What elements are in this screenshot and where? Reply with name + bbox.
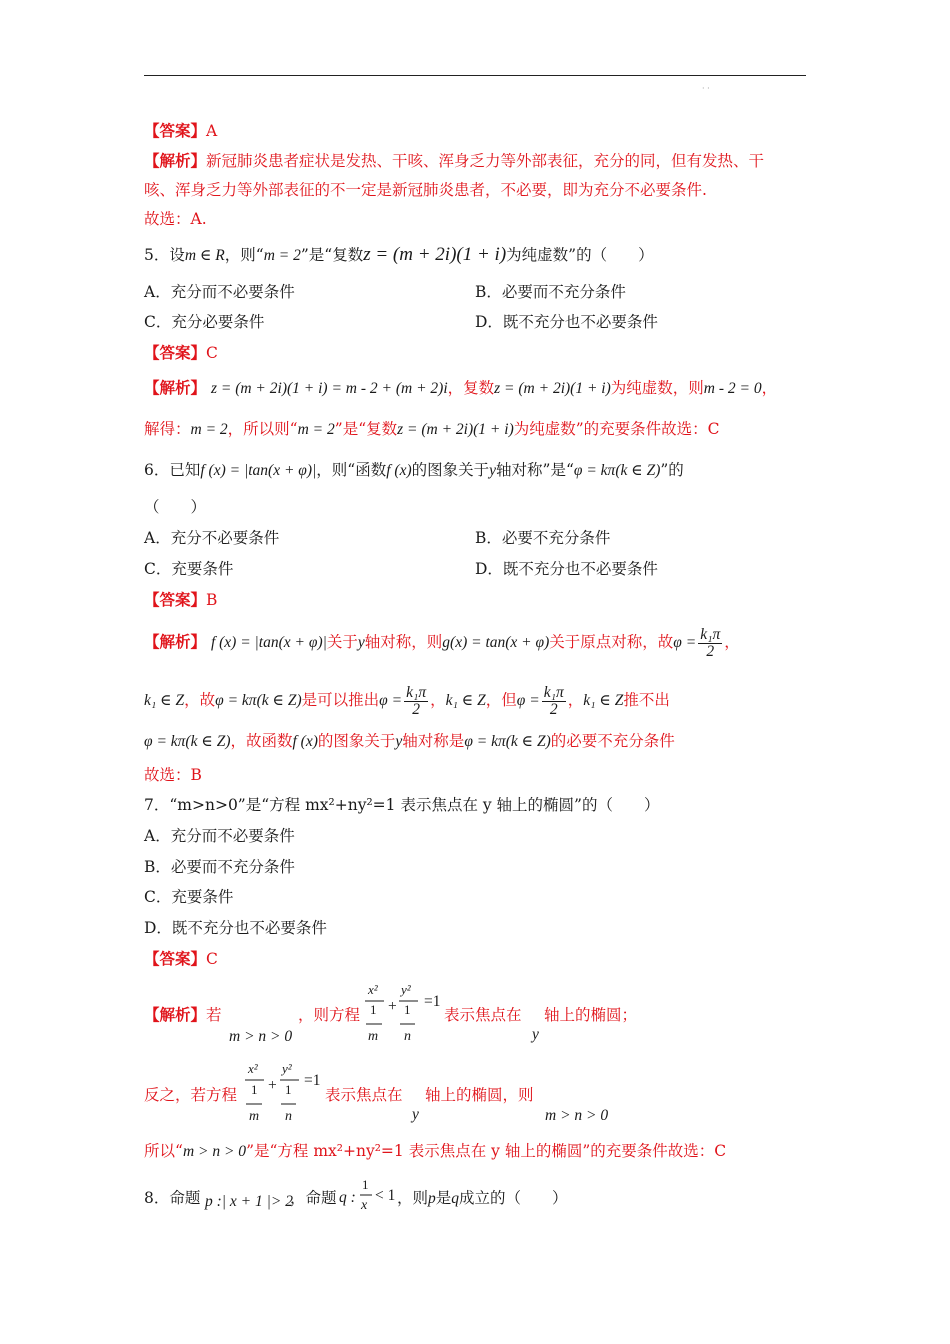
- analysis-text: ，: [761, 379, 778, 397]
- q7-option-a: A．充分而不必要条件: [144, 827, 295, 845]
- fraction-numerator: k₁π: [700, 625, 721, 643]
- q7-a2-text1: 反之，若方程: [144, 1086, 238, 1104]
- q7-a2-y2: y²: [282, 1061, 292, 1076]
- analysis-text: 解得：: [144, 420, 191, 438]
- stem-math: p: [428, 1190, 436, 1207]
- analysis-text: 为纯虚数，则: [610, 379, 704, 397]
- fraction: [698, 627, 722, 660]
- analysis-text: ，: [724, 633, 740, 651]
- answer-tag: 【答案】: [144, 590, 207, 609]
- analysis-text: 为纯虚数”的充要条件故选：C: [513, 420, 720, 438]
- q6-analysis-line3: [144, 731, 675, 752]
- analysis-math: z = (m + 2i)(1 + i): [494, 380, 611, 397]
- q6-paren: （ ）: [144, 498, 207, 516]
- q5-option-b: B．必要而不充分条件: [475, 283, 626, 301]
- analysis-tag: 【解析】: [144, 632, 207, 651]
- analysis-text: ，所以则“: [227, 420, 298, 438]
- analysis-text: 是可以推出: [301, 691, 380, 709]
- stem-math: y: [489, 462, 497, 479]
- q6-analysis-line2: [144, 680, 670, 721]
- analysis-text: 轴对称是: [402, 732, 465, 750]
- q4-answer: [144, 121, 217, 141]
- fraction-denominator: 2: [706, 642, 715, 660]
- stem-text: 是: [435, 1189, 452, 1207]
- stem-text: ”是“复数: [300, 246, 364, 264]
- analysis-math: k₁ ∈ Z: [144, 692, 185, 709]
- analysis-math: φ =: [516, 692, 540, 709]
- analysis-math: m = 2: [297, 421, 335, 438]
- header-rule: [144, 75, 806, 76]
- analysis-text: ，: [567, 691, 584, 709]
- q7-answer: [144, 949, 218, 969]
- stem-text: 为纯虚数”的（ ）: [506, 246, 654, 264]
- answer-tag: 【答案】: [144, 121, 207, 140]
- q7-a2-y: y: [412, 1106, 419, 1123]
- fraction-denominator: 2: [412, 700, 420, 718]
- q8-stem-a: 8．命题: [144, 1189, 201, 1207]
- q7-a2-text3: 轴上的椭圆，则: [425, 1086, 534, 1104]
- q7-option-c: C．充要条件: [144, 888, 234, 906]
- q7-a1-y: y: [532, 1026, 539, 1043]
- analysis-text: 轴对称，则: [364, 633, 443, 651]
- analysis-math: z = (m + 2i)(1 + i): [397, 421, 514, 438]
- q6-option-c: C．充要条件: [144, 560, 234, 578]
- q7-a2-one-2: 1: [285, 1082, 292, 1097]
- analysis-text: 若: [206, 1006, 222, 1024]
- analysis-math: m - 2 = 0: [703, 380, 762, 397]
- stem-math: m ∈ R: [184, 247, 225, 264]
- q6-option-d: D．既不充分也不必要条件: [475, 560, 658, 578]
- stem-math: q: [451, 1190, 460, 1207]
- analysis-math: y: [395, 733, 403, 750]
- q7-a1-plus: +: [388, 998, 397, 1015]
- q8-stem-c: [397, 1188, 568, 1209]
- q8-num: 1: [362, 1177, 369, 1192]
- q8-stem-b: ，命题: [290, 1189, 337, 1207]
- q4-analysis-line1: [144, 151, 764, 171]
- analysis-tag: 【解析】: [144, 151, 207, 170]
- analysis-math: φ = kπ(k ∈ Z): [464, 733, 551, 750]
- analysis-math: φ = kπ(k ∈ Z): [215, 692, 302, 709]
- analysis-math: f (x) = |tan(x + φ)|: [210, 634, 327, 651]
- analysis-text: ，故: [184, 691, 216, 709]
- analysis-text: 的必要不充分条件: [550, 732, 675, 750]
- analysis-text: 推不出: [623, 691, 670, 709]
- q7-a1-one-2: 1: [404, 1002, 411, 1017]
- q5-answer: [144, 343, 218, 363]
- q7-a1-one-1: 1: [370, 1002, 377, 1017]
- stem-text: ，则“: [224, 246, 264, 264]
- analysis-tag: 【解析】: [144, 1005, 207, 1024]
- q7-a2-x2: x²: [248, 1061, 258, 1076]
- q7-a2-cond: m > n > 0: [545, 1107, 609, 1124]
- stem-math: f (x): [386, 462, 412, 479]
- stem-text: ，则: [397, 1189, 429, 1207]
- q4-conclusion: 故选：A.: [144, 210, 207, 228]
- q7-a2-text2: 表示焦点在: [325, 1086, 403, 1104]
- q5-option-c: C．充分必要条件: [144, 313, 265, 331]
- q6-analysis-line1: [144, 622, 740, 663]
- stem-text: ，则“函数: [316, 461, 387, 479]
- analysis-math: z = (m + 2i)(1 + i) = m - 2 + (m + 2)i: [210, 380, 448, 397]
- q6-answer: [144, 590, 217, 610]
- q7-a1-text3: 轴上的椭圆；: [544, 1006, 638, 1024]
- stem-math: φ = kπ(k ∈ Z): [573, 462, 661, 479]
- q5-stem: [144, 245, 654, 266]
- fraction-numerator: k₁π: [543, 683, 564, 701]
- stem-text: 的图象关于: [411, 461, 490, 479]
- q8-den: x: [361, 1198, 368, 1213]
- q5-option-a: A．充分而不必要条件: [144, 283, 295, 301]
- analysis-text: ，: [430, 691, 446, 709]
- q7-a2-m: m: [249, 1109, 260, 1124]
- q8-q: q :: [339, 1189, 356, 1206]
- analysis-text: ，但: [485, 691, 517, 709]
- answer-value: C: [206, 950, 218, 968]
- analysis-math: m > n > 0: [182, 1143, 247, 1160]
- q8-p: p :| x + 1 |> 2: [205, 1193, 293, 1210]
- stem-text: 成立的（ ）: [459, 1189, 568, 1207]
- analysis-math: k₁ ∈ Z: [445, 692, 486, 709]
- q7-a2-eq: =1: [304, 1072, 321, 1089]
- analysis-text: 新冠肺炎患者症状是发热、干咳、浑身乏力等外部表征，充分的同，但有发热、干: [206, 152, 765, 170]
- q7-a2-n: n: [285, 1109, 292, 1124]
- analysis-math: φ = kπ(k ∈ Z): [144, 733, 231, 750]
- analysis-math: k₁ ∈ Z: [583, 692, 624, 709]
- analysis-math: φ =: [379, 692, 403, 709]
- answer-tag: 【答案】: [144, 343, 207, 362]
- analysis-text: 关于: [326, 633, 358, 651]
- q7-option-d: D．既不充分也不必要条件: [144, 919, 327, 937]
- q7-a1-cond: m > n > 0: [229, 1028, 293, 1045]
- q6-stem: [144, 460, 684, 481]
- q8-lt: < 1: [375, 1187, 396, 1204]
- q7-a1-text1: ，则方程: [298, 1006, 361, 1024]
- answer-value: A: [206, 122, 218, 140]
- q7-a1-x2: x²: [368, 982, 378, 997]
- q6-option-a: A．充分不必要条件: [144, 529, 280, 547]
- stem-math: f (x) = |tan(x + φ)|: [200, 462, 317, 479]
- answer-value: C: [206, 344, 218, 362]
- q7-a1-y2: y²: [401, 982, 411, 997]
- q7-a1-eq: =1: [424, 993, 441, 1010]
- stem-text: 6．已知: [144, 461, 201, 479]
- stem-text: 轴对称”是“: [496, 461, 574, 479]
- q7-analysis-line3: [144, 1141, 726, 1162]
- q7-analysis-line1-text: [144, 1005, 222, 1025]
- q5-analysis-line1: [144, 378, 777, 399]
- analysis-text: ，故函数: [230, 732, 293, 750]
- stem-math: m = 2: [263, 247, 301, 264]
- header-dots: · ·: [702, 84, 710, 93]
- fraction-numerator: k₁π: [406, 683, 427, 701]
- q6-option-b: B．必要不充分条件: [475, 529, 611, 547]
- stem-text: ”的: [660, 461, 684, 479]
- q5-option-d: D．既不充分也不必要条件: [475, 313, 658, 331]
- q7-a1-n: n: [404, 1029, 411, 1044]
- fraction: [542, 685, 566, 718]
- q7-a1-text2: 表示焦点在: [444, 1006, 522, 1024]
- analysis-text: ”是“方程 mx²+ny²=1 表示焦点在 y 轴上的椭圆”的充要条件故选：C: [246, 1142, 727, 1160]
- analysis-tag: 【解析】: [144, 378, 207, 397]
- analysis-math: g(x) = tan(x + φ): [442, 634, 550, 651]
- q7-a2-one-1: 1: [251, 1082, 258, 1097]
- answer-value: B: [206, 591, 218, 609]
- fraction-denominator: 2: [549, 700, 558, 718]
- q7-stem: 7．“m>n>0”是“方程 mx²+ny²=1 表示焦点在 y 轴上的椭圆”的（ ）: [144, 796, 660, 814]
- stem-text: 5．设: [144, 246, 185, 264]
- q7-a1-m: m: [368, 1029, 379, 1044]
- q7-option-b: B．必要而不充分条件: [144, 858, 295, 876]
- analysis-text: ”是“复数: [334, 420, 398, 438]
- analysis-text: ，复数: [447, 379, 495, 397]
- q5-analysis-line2: [144, 419, 720, 440]
- fraction: [404, 685, 428, 718]
- analysis-text: 关于原点对称，故: [549, 633, 674, 651]
- analysis-text: 所以“: [144, 1142, 183, 1160]
- q7-a2-plus: +: [268, 1077, 277, 1094]
- q4-analysis-line2: 咳、浑身乏力等外部表征的不一定是新冠肺炎患者，不必要，即为充分不必要条件.: [144, 181, 707, 199]
- stem-math: z = (m + 2i)(1 + i): [363, 244, 507, 265]
- analysis-text: 的图象关于: [317, 732, 396, 750]
- q6-conclusion: 故选：B: [144, 766, 202, 784]
- answer-tag: 【答案】: [144, 949, 207, 968]
- analysis-math: f (x): [292, 733, 318, 750]
- analysis-math: φ =: [673, 634, 697, 651]
- analysis-math: y: [357, 634, 365, 651]
- analysis-math: m = 2: [190, 421, 228, 438]
